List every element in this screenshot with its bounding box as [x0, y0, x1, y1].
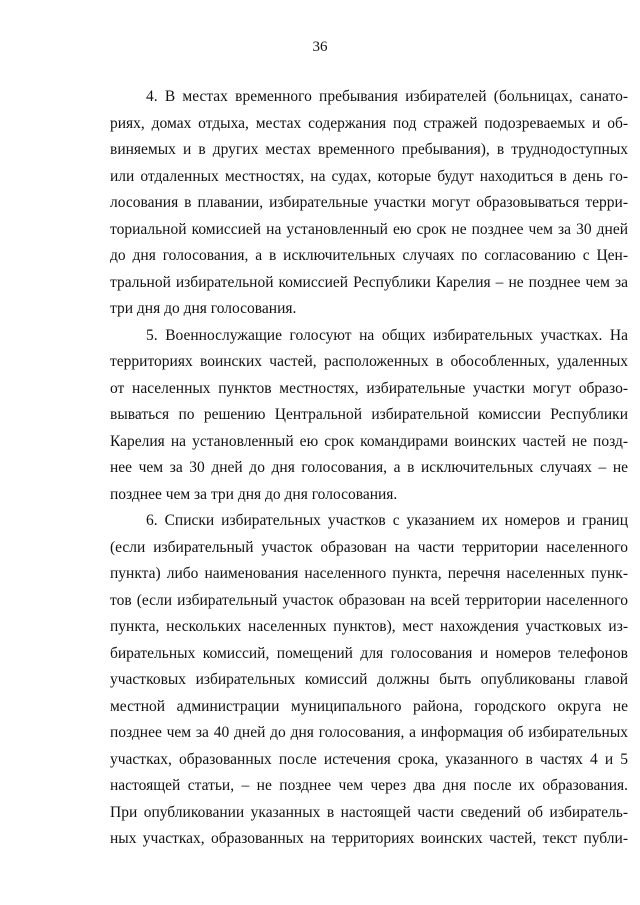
- text-line: (если избирательный участок образован на части территории населенного: [110, 538, 628, 556]
- text-line: вываться по решению Центральной избирательной комиссии Республики: [110, 406, 628, 423]
- text-line: участковых избирательных комиссий должны быть опубликованы главой: [110, 671, 628, 688]
- text-line: три дня до дня голосования.: [110, 300, 297, 317]
- text-line: настоящей статьи, – не позднее чем через два дня после их образования.: [110, 777, 628, 794]
- text-line: местной администрации муниципального района, городского округа не: [110, 697, 628, 715]
- text-line: 4. В местах временного пребывания избирателей (больницах, санато-: [146, 88, 628, 105]
- text-line: нее чем за 30 дней до дня голосования, а в исключительных случаях – не: [110, 459, 628, 476]
- page-number: 36: [312, 39, 328, 55]
- text-line: При опубликовании указанных в настоящей части сведений об избиратель-: [110, 803, 628, 821]
- text-line: 6. Списки избирательных участков с указанием их номеров и границ: [146, 512, 628, 529]
- text-line: или отдаленных местностях, на судах, которые будут находиться в день го-: [110, 167, 628, 185]
- text-line: бирательных комиссий, помещений для голосования и номеров телефонов: [110, 644, 628, 662]
- text-line: пункта) либо наименования населенного пункта, перечня населенных пунк-: [110, 565, 628, 582]
- text-line: лосования в плавании, избирательные участки могут образовываться терри-: [110, 194, 628, 211]
- text-line: территориях воинских частей, расположенных в обособленных, удаленных: [110, 353, 628, 370]
- text-line: виняемых и в других местах временного пребывания), в труднодоступных: [110, 141, 628, 158]
- paragraph-5: [110, 323, 628, 509]
- text-line: пункта, нескольких населенных пунктов), мест нахождения участковых из-: [110, 618, 628, 635]
- text-line: Карелия на установленный ею срок командирами воинских частей не позд-: [110, 432, 628, 450]
- paragraph-6: [110, 508, 628, 853]
- text-line: участках, образованных после истечения срока, указанного в частях 4 и 5: [110, 750, 628, 768]
- text-line: позднее чем за три дня до дня голосования.: [110, 485, 398, 503]
- text-line: ториальной комиссией на установленный ею срок не позднее чем за 30 дней: [110, 220, 628, 238]
- document-body: [110, 84, 628, 853]
- text-line: ных участках, образованных на территориях воинских частей, текст публи-: [110, 830, 628, 847]
- paragraph-4: [110, 84, 628, 323]
- text-line: тральной избирательной комиссией Республики Карелия – не позднее чем за: [110, 273, 628, 291]
- text-line: 5. Военнослужащие голосуют на общих избирательных участках. На: [146, 326, 628, 344]
- text-line: тов (если избирательный участок образован на всей территории населенного: [110, 591, 628, 609]
- text-line: от населенных пунктов местностях, избирательные участки могут образо-: [110, 379, 628, 397]
- text-line: риях, домах отдыха, местах содержания под стражей подозреваемых и об-: [110, 114, 628, 132]
- text-line: до дня голосования, а в исключительных случаях по согласованию с Цен-: [110, 247, 628, 264]
- text-line: позднее чем за 40 дней до дня голосования, а информация об избирательных: [110, 724, 628, 741]
